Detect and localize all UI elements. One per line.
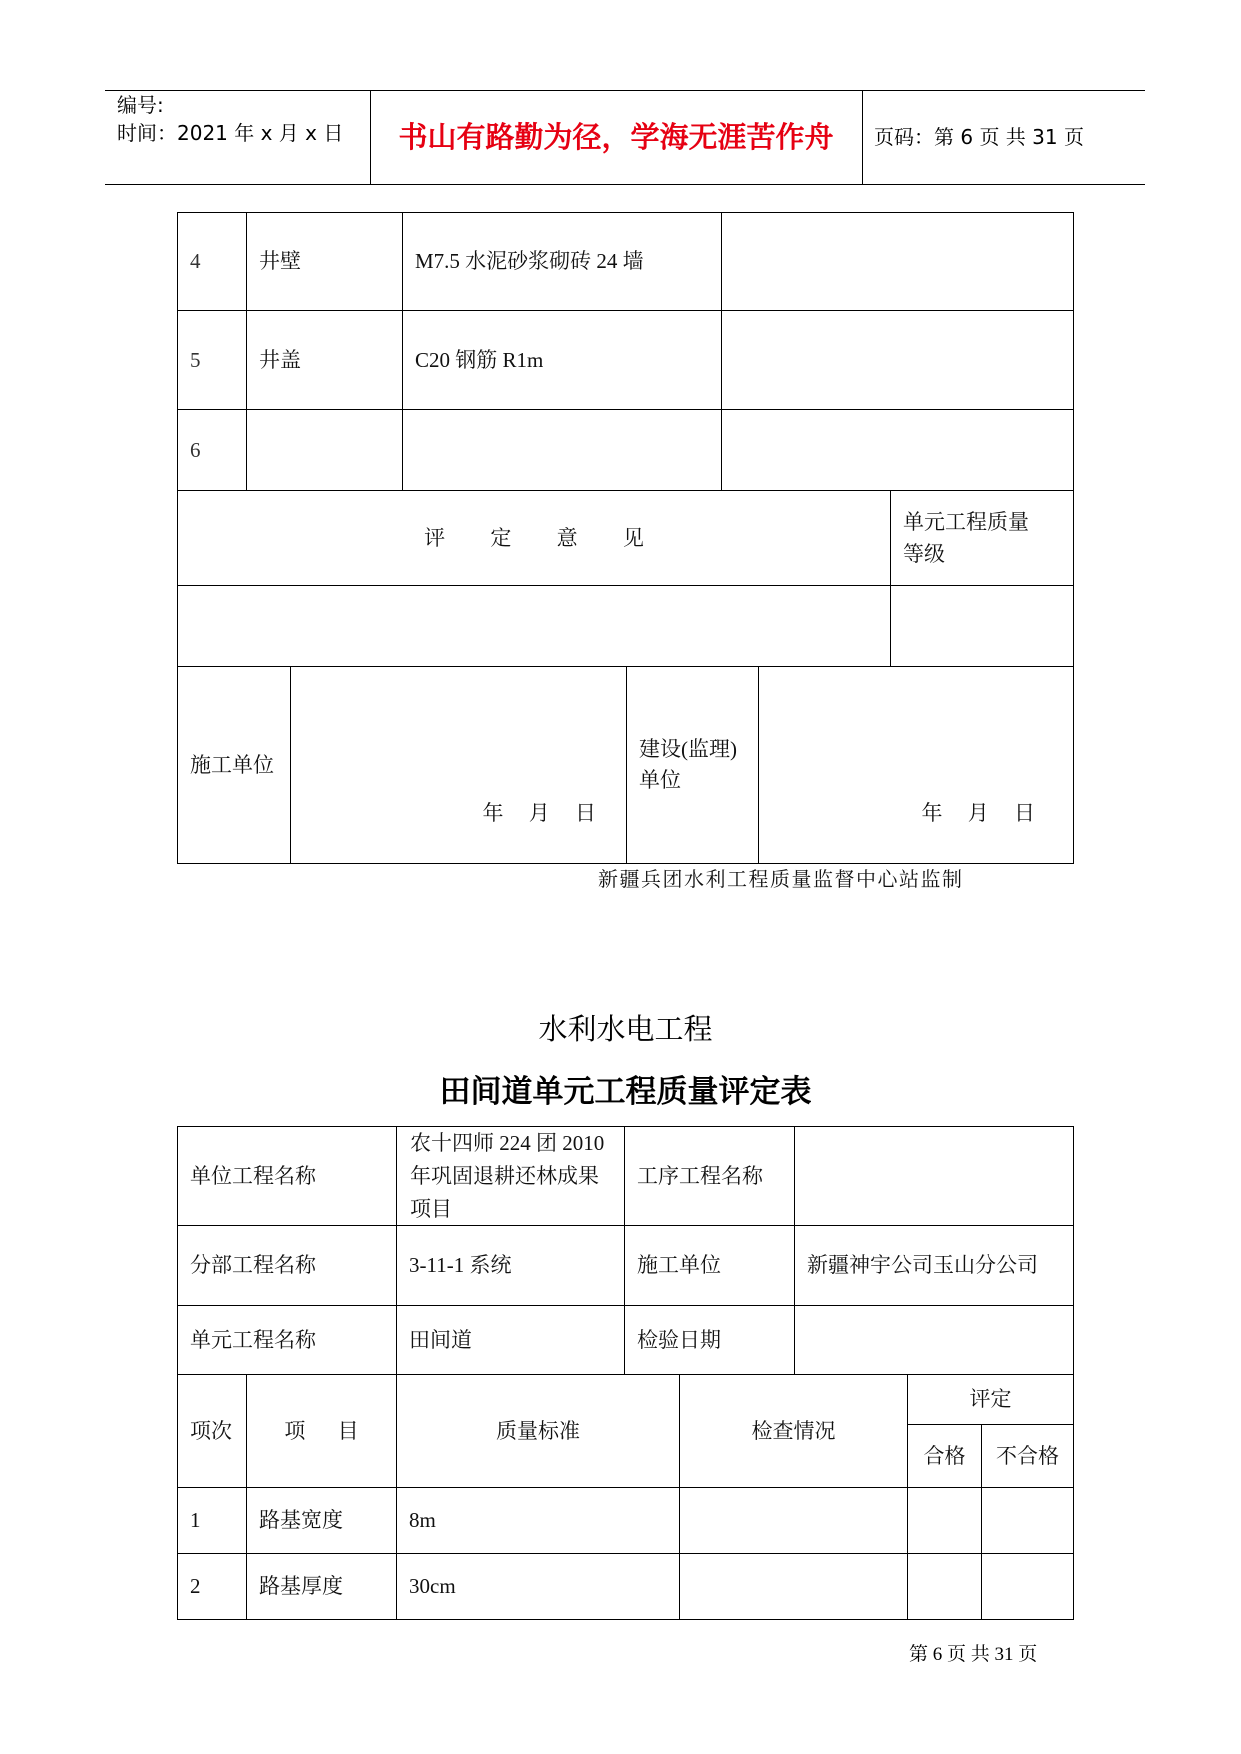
opinion-content (177, 585, 891, 667)
header-bottom-rule (105, 184, 1145, 185)
column-header-check: 检查情况 (679, 1374, 908, 1488)
inspection-date-label: 检验日期 (624, 1305, 795, 1375)
contractor-value: 新疆神宇公司玉山分公司 (794, 1225, 1074, 1306)
table-row-2-no: 2 (177, 1553, 247, 1620)
document-time-label: 时间：2021 年 x 月 x 日 (117, 121, 344, 145)
upper-row-5-no: 5 (177, 310, 247, 410)
upper-row-4-remark (721, 212, 1074, 311)
header-page-info: 页码：第 6 页 共 31 页 (874, 125, 1084, 149)
process-label: 工序工程名称 (624, 1126, 795, 1226)
form-title: 田间道单元工程质量评定表 (439, 1074, 812, 1110)
supervision-date: 年 月 日 (921, 801, 1035, 825)
opinion-header: 评 定 意 见 (177, 490, 891, 586)
process-value (794, 1126, 1074, 1226)
upper-row-4-no: 4 (177, 212, 247, 311)
table-row-1-standard: 8m (396, 1487, 680, 1554)
table-row-2-item: 路基厚度 (246, 1553, 397, 1620)
column-header-fail: 不合格 (981, 1424, 1074, 1488)
upper-row-6-item (246, 409, 403, 491)
page-footer: 第 6 页 共 31 页 (909, 1644, 1038, 1665)
column-header-pass: 合格 (907, 1424, 982, 1488)
supervision-note: 新疆兵团水利工程质量监督中心站监制 (598, 869, 964, 891)
unit-project-label: 单位工程名称 (177, 1126, 397, 1226)
supervision-unit-signature (758, 666, 1074, 864)
upper-row-4-standard: M7.5 水泥砂浆砌砖 24 墙 (402, 212, 722, 311)
table-row-1-pass (907, 1487, 982, 1554)
table-row-1-no: 1 (177, 1487, 247, 1554)
table-row-1-item: 路基宽度 (246, 1487, 397, 1554)
table-row-2-pass (907, 1553, 982, 1620)
supervision-unit-label: 建设(监理)单位 (639, 737, 737, 792)
upper-row-5-standard: C20 钢筋 R1m (402, 310, 722, 410)
construction-unit-signature (290, 666, 627, 864)
table-row-2-check (679, 1553, 908, 1620)
unit-project-value: 农十四师 224 团 2010 年巩固退耕还林成果项目 (410, 1130, 605, 1221)
table-row-1-check (679, 1487, 908, 1554)
column-header-standard: 质量标准 (396, 1374, 680, 1488)
column-header-no: 项次 (177, 1374, 247, 1488)
upper-row-5-item: 井盖 (246, 310, 403, 410)
contractor-label: 施工单位 (624, 1225, 795, 1306)
table-row-1-fail (981, 1487, 1074, 1554)
quality-grade-content (890, 585, 1074, 667)
element-label: 单元工程名称 (177, 1305, 397, 1375)
column-header-evaluation: 评定 (907, 1374, 1074, 1425)
upper-row-6-remark (721, 409, 1074, 491)
element-value: 田间道 (396, 1305, 625, 1375)
quality-grade-label: 单元工程质量等级 (903, 510, 1029, 566)
header-divider-right (862, 90, 863, 185)
form-category: 水利水电工程 (538, 1012, 713, 1046)
supervision-unit-label-cell (626, 666, 759, 864)
upper-row-6-no: 6 (177, 409, 247, 491)
quality-grade-header (890, 490, 1074, 586)
division-label: 分部工程名称 (177, 1225, 397, 1306)
column-header-item: 项 目 (246, 1374, 397, 1488)
document-number-label: 编号: (117, 93, 164, 117)
division-value: 3-11-1 系统 (396, 1225, 625, 1306)
upper-row-4-item: 井壁 (246, 212, 403, 311)
table-row-2-standard: 30cm (396, 1553, 680, 1620)
header-top-rule (105, 90, 1145, 91)
unit-project-value-cell (396, 1126, 625, 1226)
table-row-2-fail (981, 1553, 1074, 1620)
upper-row-6-standard (402, 409, 722, 491)
header-motto: 书山有路勤为径，学海无涯苦作舟 (398, 120, 834, 154)
inspection-date-value (794, 1305, 1074, 1375)
construction-date: 年 月 日 (482, 801, 596, 825)
construction-unit-label: 施工单位 (177, 666, 291, 864)
upper-row-5-remark (721, 310, 1074, 410)
